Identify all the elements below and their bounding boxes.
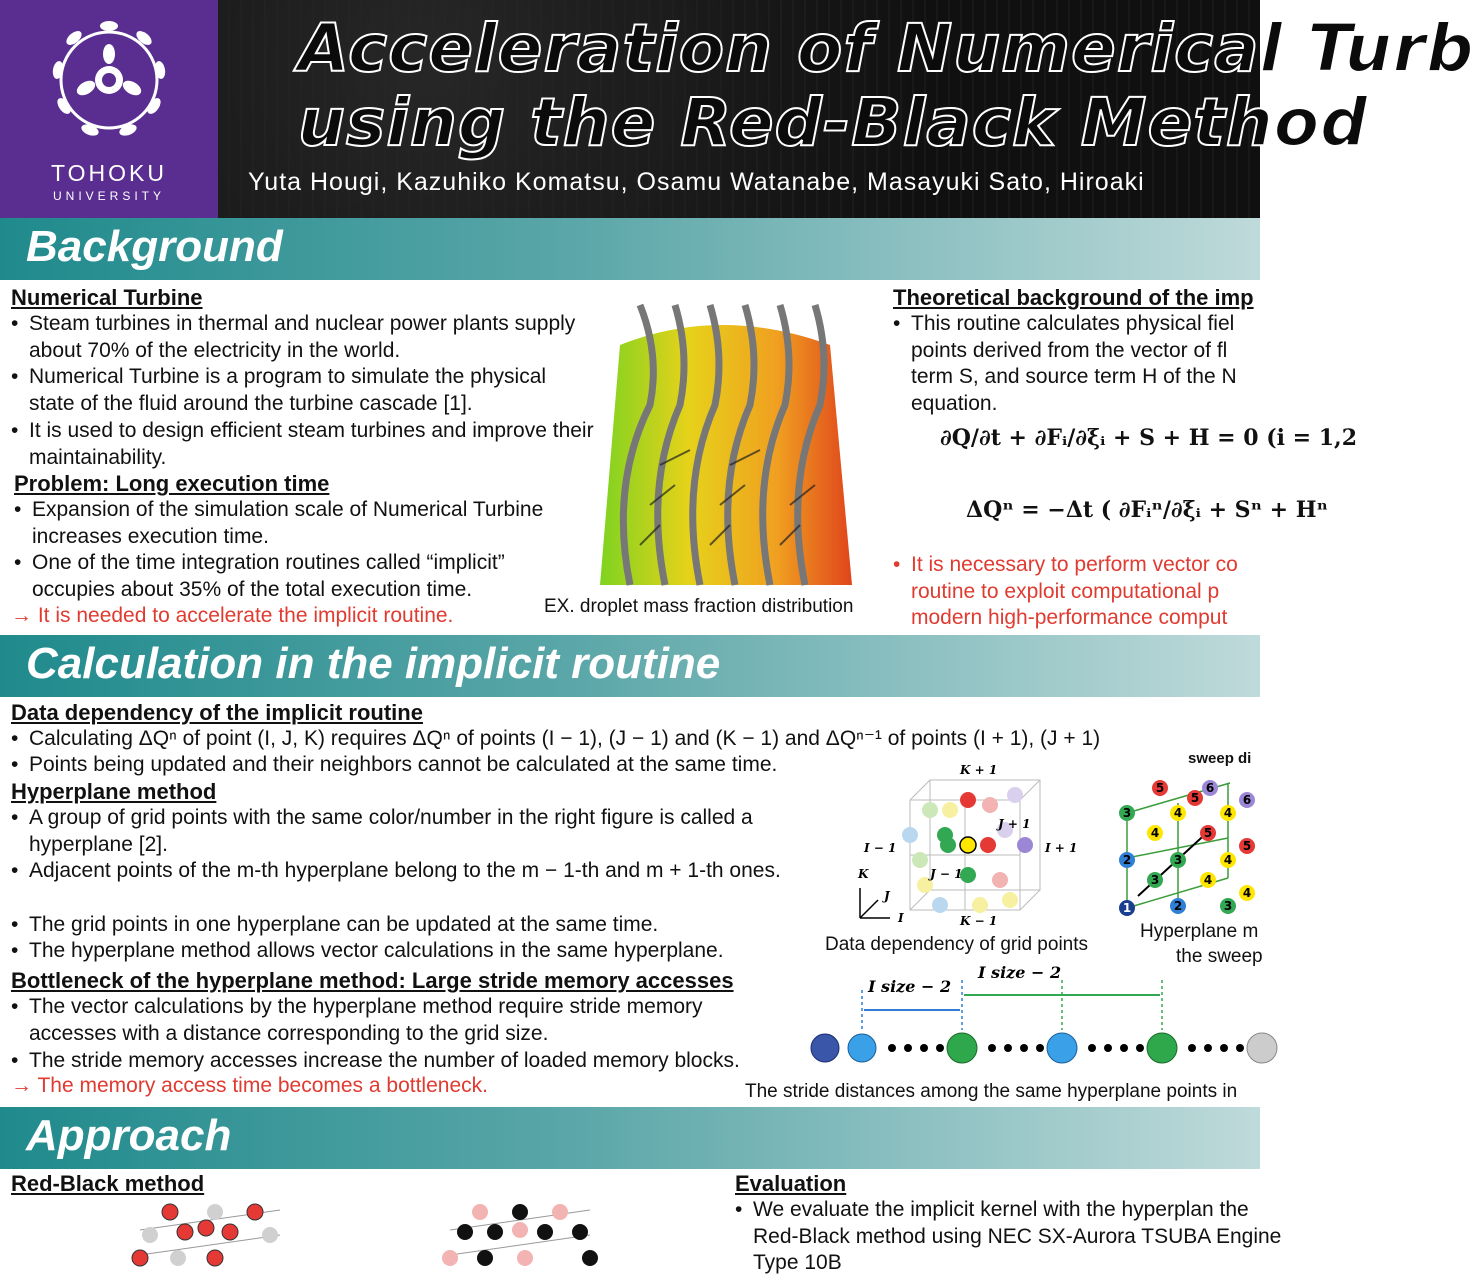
section-title-calculation: Calculation in the implicit routine xyxy=(26,639,721,688)
section-bar-background xyxy=(0,218,1260,280)
equation-navier-stokes: ∂Q/∂t + ∂Fᵢ/∂ξᵢ + S + H = 0 (i = 1,2 xyxy=(940,425,1358,451)
list-item: • Adjacent points of the m-th hyperplane belong to the m − 1-th and m + 1-th ones. xyxy=(11,859,781,882)
cube-label-i-minus: I − 1 xyxy=(864,841,897,855)
list-item: • The hyperplane method allows vector calculations in the same hyperplane. xyxy=(11,939,724,962)
cube-label-j-plus: J + 1 xyxy=(998,817,1031,831)
section-bar-calculation xyxy=(0,635,1260,697)
list-item: • This routine calculates physical fiel points derived from the vector of fl term S, and source term H of the N equation. xyxy=(893,312,1237,415)
svg-text:5: 5 xyxy=(1203,826,1213,840)
list-item: • Steam turbines in thermal and nuclear power plants supply about 70% of the electricity in the world. xyxy=(11,312,576,362)
axis-label-k: K xyxy=(858,867,869,881)
bottleneck-conclusion: → The memory access time becomes a bottleneck. xyxy=(11,1074,488,1097)
list-item: • It is used to design efficient steam turbines and improve their maintainability. xyxy=(11,419,594,469)
heading-theory: Theoretical background of the imp xyxy=(893,285,1254,310)
cube-label-k-plus: K + 1 xyxy=(960,763,998,777)
svg-text:6: 6 xyxy=(1242,793,1252,807)
section-title-approach: Approach xyxy=(26,1111,232,1160)
svg-text:4: 4 xyxy=(1173,806,1183,820)
cube-label-i-plus: I + 1 xyxy=(1045,841,1078,855)
poster-title-line1: Acceleration of Numerical Turb xyxy=(298,10,1475,87)
axis-label-j: J xyxy=(884,889,890,903)
svg-text:5: 5 xyxy=(1155,781,1165,795)
heading-red-black: Red-Black method xyxy=(11,1171,205,1196)
figure-caption-droplet: EX. droplet mass fraction distribution xyxy=(544,596,854,617)
poster-title-line2: using the Red-Black Method xyxy=(298,84,1369,161)
logo-text-university: UNIVERSITY xyxy=(52,189,165,203)
problem-conclusion: → It is needed to accelerate the implicit routine. xyxy=(11,604,454,627)
svg-text:1: 1 xyxy=(1122,901,1132,915)
cube-label-k-minus: K − 1 xyxy=(960,914,998,928)
section-title-background: Background xyxy=(26,222,283,271)
heading-hyperplane: Hyperplane method xyxy=(11,779,217,804)
axis-label-i: I xyxy=(898,911,904,925)
logo-text-tohoku: TOHOKU xyxy=(51,160,167,186)
svg-text:4: 4 xyxy=(1223,853,1233,867)
figure-caption-hyperplane-1: Hyperplane m xyxy=(1140,921,1259,942)
heading-numerical-turbine: Numerical Turbine xyxy=(11,285,203,310)
list-item: • Numerical Turbine is a program to simulate the physical state of the fluid around the turbine cascade [1]. xyxy=(11,365,547,415)
university-logo xyxy=(0,0,218,218)
heading-evaluation: Evaluation xyxy=(735,1171,847,1196)
svg-text:4: 4 xyxy=(1223,806,1233,820)
list-item: • Points being updated and their neighbors cannot be calculated at the same time. xyxy=(11,753,778,776)
hyperplane-numbered-grid-figure xyxy=(1110,748,1260,918)
equation-delta-q: ΔQⁿ = −Δt ( ∂Fᵢⁿ/∂ξᵢ + Sⁿ + Hⁿ xyxy=(966,497,1328,523)
stride-label-2: I size − 2 xyxy=(978,963,1062,982)
list-item: • One of the time integration routines called “implicit” occupies about 35% of the total execution time. xyxy=(14,551,505,601)
svg-text:4: 4 xyxy=(1203,873,1213,887)
poster-header xyxy=(0,0,1475,218)
list-item: • The vector calculations by the hyperplane method require stride memory accesses with a distance corresponding to the grid size. xyxy=(11,995,703,1045)
list-item: • The stride memory accesses increase the number of loaded memory blocks. xyxy=(11,1049,740,1072)
list-item: • Expansion of the simulation scale of Numerical Turbine increases execution time. xyxy=(14,498,544,548)
heading-problem: Problem: Long execution time xyxy=(14,471,330,496)
figure-caption-dependency: Data dependency of grid points xyxy=(825,934,1089,955)
red-black-grid-figure xyxy=(120,1200,620,1260)
cube-label-j-minus: J − 1 xyxy=(930,867,963,881)
list-item: • We evaluate the implicit kernel with the hyperplan the Red-Black method using NEC SX-Aurora TSUBA Engine Type 10B xyxy=(735,1198,1282,1275)
svg-text:5: 5 xyxy=(1242,839,1252,853)
svg-text:3: 3 xyxy=(1122,806,1132,820)
svg-text:4: 4 xyxy=(1242,886,1252,900)
svg-text:4: 4 xyxy=(1150,826,1160,840)
figure-caption-stride: The stride distances among the same hyperplane points in xyxy=(745,1081,1238,1102)
svg-text:5: 5 xyxy=(1190,791,1200,805)
stride-memory-access-figure xyxy=(800,960,1260,1070)
svg-text:3: 3 xyxy=(1173,853,1183,867)
list-item: • The grid points in one hyperplane can be updated at the same time. xyxy=(11,913,659,936)
svg-text:6: 6 xyxy=(1205,781,1215,795)
grid-dependency-cube-figure xyxy=(850,760,1090,930)
heading-bottleneck: Bottleneck of the hyperplane method: Large stride memory accesses xyxy=(11,968,734,993)
authors: Yuta Hougi, Kazuhiko Komatsu, Osamu Watanabe, Masayuki Sato, Hiroaki xyxy=(248,168,1145,196)
theory-conclusion: • It is necessary to perform vector co routine to exploit computational p modern high-performance comput xyxy=(893,553,1238,630)
sweep-direction-label: sweep di xyxy=(1188,750,1252,767)
list-item: • Calculating ΔQⁿ of point (I, J, K) requires ΔQⁿ of points (I − 1), (J − 1) and (K − 1) and ΔQⁿ⁻¹ of points (I + 1), (J + 1) xyxy=(11,727,1101,750)
heading-data-dependency: Data dependency of the implicit routine xyxy=(11,700,423,725)
stride-label-1: I size − 2 xyxy=(868,977,952,996)
section-bar-approach xyxy=(0,1107,1260,1169)
list-item: • A group of grid points with the same color/number in the right figure is called a hyperplane [2]. xyxy=(11,806,753,856)
turbine-simulation-figure xyxy=(580,285,860,590)
svg-text:3: 3 xyxy=(1150,873,1160,887)
leaf-wreath-icon xyxy=(32,8,186,158)
svg-text:2: 2 xyxy=(1173,899,1183,913)
svg-text:3: 3 xyxy=(1223,899,1233,913)
figure-caption-hyperplane-2: the sweep xyxy=(1176,946,1263,967)
svg-text:2: 2 xyxy=(1122,853,1132,867)
